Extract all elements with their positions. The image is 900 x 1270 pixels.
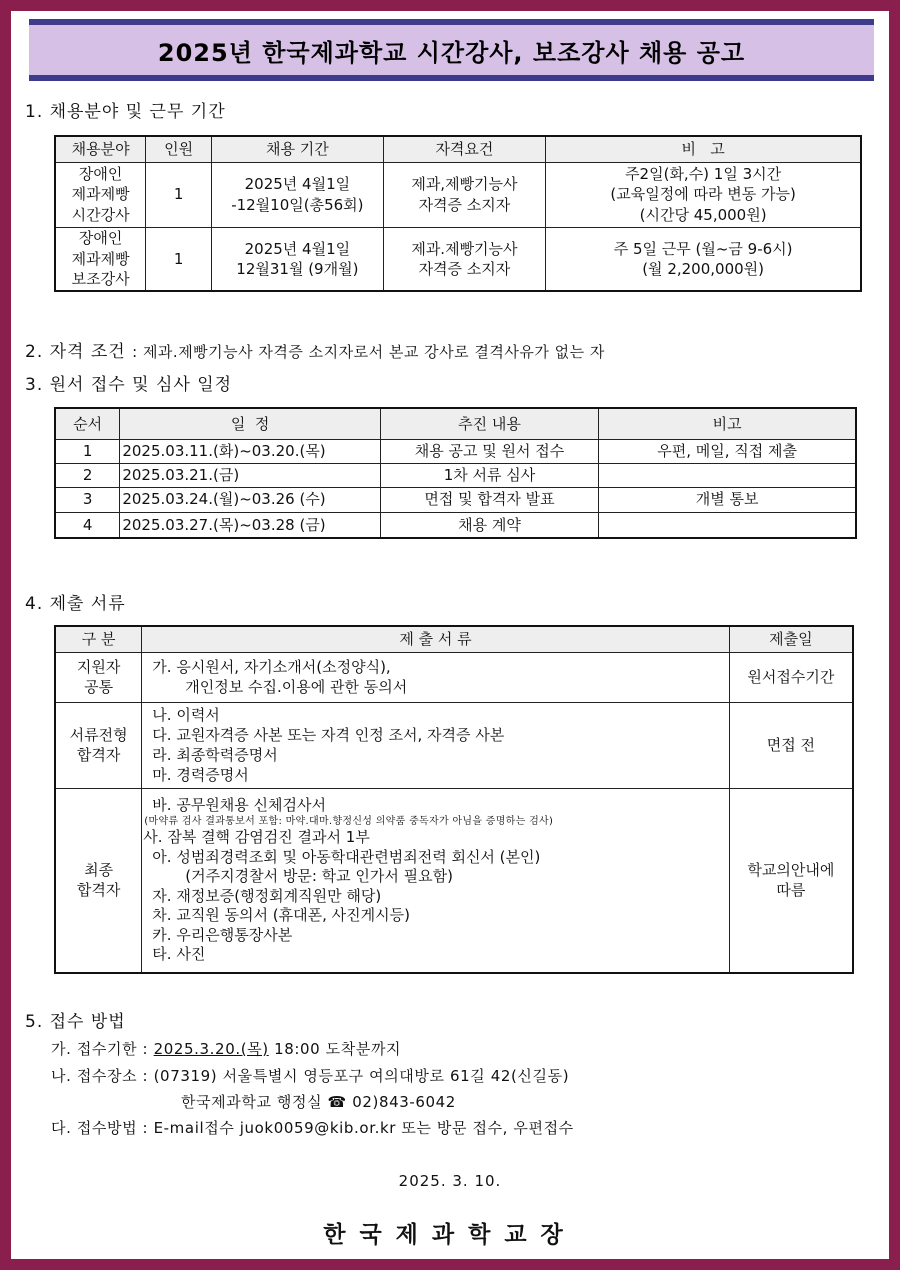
qualification-text: : 제과.제빵기능사 자격증 소지자로서 본교 강사로 결격사유가 없는 자 xyxy=(132,343,605,361)
note-cell: 주 5일 근무 (월~금 9-6시) (월 2,200,000원) xyxy=(546,227,861,291)
header-cell: 제출일 xyxy=(729,626,853,652)
header-cell: 자격요건 xyxy=(383,136,546,162)
category-cell: 서류전형 합격자 xyxy=(55,702,142,788)
section-2-heading: 2. 자격 조건 xyxy=(25,342,126,362)
place-address: (07319) 서울특별시 영등포구 여의대방로 61길 42(신길동) xyxy=(153,1067,570,1085)
section-4-heading: 4. 제출 서류 xyxy=(25,594,126,614)
category-cell: 최종 합격자 xyxy=(55,788,142,973)
count-cell: 1 xyxy=(146,162,212,227)
office-line: 한국제과학교 행정실 ☎ 02)843-6042 xyxy=(181,1093,456,1111)
table-header-row xyxy=(55,408,856,439)
category-cell: 지원자 공통 xyxy=(55,652,142,702)
header-cell: 비고 xyxy=(599,408,856,439)
header-cell: 인원 xyxy=(146,136,212,162)
period-cell: 2025년 4월1일 -12월10일(총56회) xyxy=(212,162,384,227)
table-row xyxy=(55,162,861,227)
table-header-row xyxy=(55,626,853,652)
recruitment-table xyxy=(54,135,862,292)
deadline-line: 가. 접수기한 : 2025.3.20.(목) 18:00 도착분까지 xyxy=(51,1040,402,1058)
signature-line: 한국제과학교장 xyxy=(323,1222,577,1248)
count-cell: 1 xyxy=(146,227,212,291)
notice-page xyxy=(11,11,889,1259)
table-row xyxy=(55,652,853,702)
deadline-date: 2025.3.20.(목) xyxy=(153,1040,269,1058)
section-1-heading: 1. 채용분야 및 근무 기간 xyxy=(25,102,226,122)
header-cell: 채용분야 xyxy=(55,136,146,162)
period-cell: 2025년 4월1일 12월31월 (9개월) xyxy=(212,227,384,291)
documents-table xyxy=(54,625,854,974)
method-line: 다. 접수방법 : E-mail접수 juok0059@kib.or.kr 또는 방문 접수, 우편접수 xyxy=(51,1119,574,1137)
notice-date: 2025. 3. 10. xyxy=(398,1172,502,1190)
table-row: 3 2025.03.24.(월)~03.26 (수) 면접 및 합격자 발표 개별 통보 xyxy=(55,487,856,512)
title-banner xyxy=(29,19,874,81)
section-3-heading: 3. 원서 접수 및 심사 일정 xyxy=(25,375,233,395)
due-cell: 학교의안내에 따름 xyxy=(729,788,853,973)
documents-cell: 가. 응시원서, 자기소개서(소정양식), 개인정보 수집.이용에 관한 동의서 xyxy=(142,652,730,702)
documents-cell: 바. 공무원채용 신체검사서 (마약류 검사 결과통보서 포함: 마약.대마.향정신성 의약품 중독자가 아님을 증명하는 검사) 사. 잠복 결핵 감염검진 결과서 1부 아. 성범죄경력조회 및 아동학대관련범죄전력 회신서 (본인) (거주지경찰서 방문: 학교 인가서 필요함) 자. 재정보증(행정회계직원만 해당) 차. 교직원 동의서 (휴대폰, 사진게시등) 카. 우리은행통장사본 타. 사진 xyxy=(142,788,730,973)
page-title: 2025년 한국제과학교 시간강사, 보조강사 채용 공고 xyxy=(157,38,746,67)
header-cell: 채용 기간 xyxy=(212,136,384,162)
due-cell: 면접 전 xyxy=(729,702,853,788)
method-text: E-mail접수 juok0059@kib.or.kr 또는 방문 접수, 우편접수 xyxy=(153,1119,574,1137)
section-5-heading: 5. 접수 방법 xyxy=(25,1012,126,1032)
header-cell: 추진 내용 xyxy=(380,408,598,439)
documents-cell: 나. 이력서 다. 교원자격증 사본 또는 자격 인정 조서, 자격증 사본 라. 최종학력증명서 마. 경력증명서 xyxy=(142,702,730,788)
header-cell: 구 분 xyxy=(55,626,142,652)
table-row: 4 2025.03.27.(목)~03.28 (금) 채용 계약 xyxy=(55,512,856,538)
table-row: 1 2025.03.11.(화)~03.20.(목) 채용 공고 및 원서 접수 우편, 메일, 직접 제출 xyxy=(55,439,856,463)
qualification-cell: 제과.제빵기능사 자격증 소지자 xyxy=(383,227,546,291)
table-row xyxy=(55,227,861,291)
header-cell: 일 정 xyxy=(120,408,380,439)
due-cell: 원서접수기간 xyxy=(729,652,853,702)
place-line: 나. 접수장소 : (07319) 서울특별시 영등포구 여의대방로 61길 42(신길동) xyxy=(51,1067,570,1085)
table-row: 2 2025.03.21.(금) 1차 서류 심사 xyxy=(55,463,856,487)
schedule-table xyxy=(54,407,857,539)
field-cell: 장애인 제과제빵 보조강사 xyxy=(55,227,146,291)
header-cell: 순서 xyxy=(55,408,120,439)
field-cell: 장애인 제과제빵 시간강사 xyxy=(55,162,146,227)
note-cell: 주2일(화,수) 1일 3시간 (교육일정에 따라 변동 가능) (시간당 45,000원) xyxy=(546,162,861,227)
table-header-row xyxy=(55,136,861,162)
table-row xyxy=(55,788,853,973)
header-cell: 비 고 xyxy=(546,136,861,162)
qualification-cell: 제과,제빵기능사 자격증 소지자 xyxy=(383,162,546,227)
table-row xyxy=(55,702,853,788)
header-cell: 제 출 서 류 xyxy=(142,626,730,652)
section-2 xyxy=(25,337,605,362)
